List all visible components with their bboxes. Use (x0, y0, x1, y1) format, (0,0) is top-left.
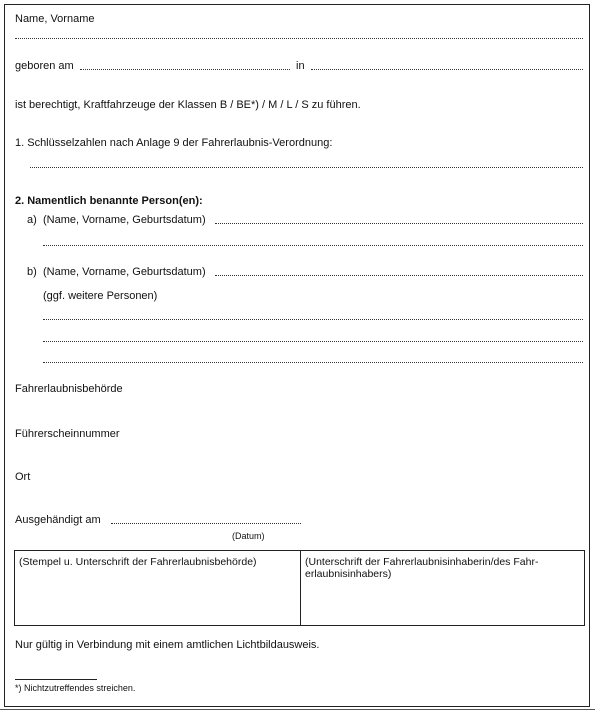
person-a-field[interactable] (215, 223, 583, 224)
more-persons-line-2[interactable] (43, 341, 583, 342)
authority-signature-caption: (Stempel u. Unterschrift der Fahrerlaubnisbehörde) (19, 556, 257, 568)
person-a-field-line2[interactable] (43, 245, 583, 246)
page-bottom-rule (0, 709, 595, 710)
holder-signature-caption: (Unterschrift der Fahrerlaubnisinhaberin/des Fahr-erlaubnisinhabers) (305, 556, 539, 580)
more-persons-line-3[interactable] (43, 362, 583, 363)
key-numbers-field[interactable] (30, 167, 583, 168)
born-label: geboren am (15, 60, 74, 72)
validity-note: Nur gültig in Verbindung mit einem amtlichen Lichtbildausweis. (15, 639, 320, 651)
more-persons-line-1[interactable] (43, 319, 583, 320)
section1-title: 1. Schlüsselzahlen nach Anlage 9 der Fahrerlaubnis-Verordnung: (15, 137, 333, 149)
issued-label: Ausgehändigt am (15, 514, 101, 526)
birth-place-field[interactable] (311, 69, 583, 70)
date-caption: (Datum) (232, 531, 265, 541)
license-number-label: Führerscheinnummer (15, 428, 120, 440)
issued-date-field[interactable] (111, 523, 301, 524)
more-persons-label: (ggf. weitere Personen) (43, 290, 158, 302)
name-label: Name, Vorname (15, 13, 95, 25)
name-field[interactable] (15, 38, 583, 39)
section2-title: 2. Namentlich benannte Person(en): (15, 195, 203, 207)
entitlement-text: ist berechtigt, Kraftfahrzeuge der Klassen B / BE*) / M / L / S zu führen. (15, 99, 361, 111)
place-label: Ort (15, 471, 31, 483)
person-b-label: (Name, Vorname, Geburtsdatum) (43, 266, 206, 278)
person-b-marker: b) (27, 266, 37, 278)
person-a-label: (Name, Vorname, Geburtsdatum) (43, 214, 206, 226)
footnote-rule (15, 679, 97, 680)
person-b-field[interactable] (215, 275, 583, 276)
birth-place-label: in (296, 60, 305, 72)
authority-label: Fahrerlaubnisbehörde (15, 383, 123, 395)
birth-date-field[interactable] (80, 69, 290, 70)
footnote: *) Nichtzutreffendes streichen. (15, 683, 136, 693)
person-a-marker: a) (27, 214, 37, 226)
